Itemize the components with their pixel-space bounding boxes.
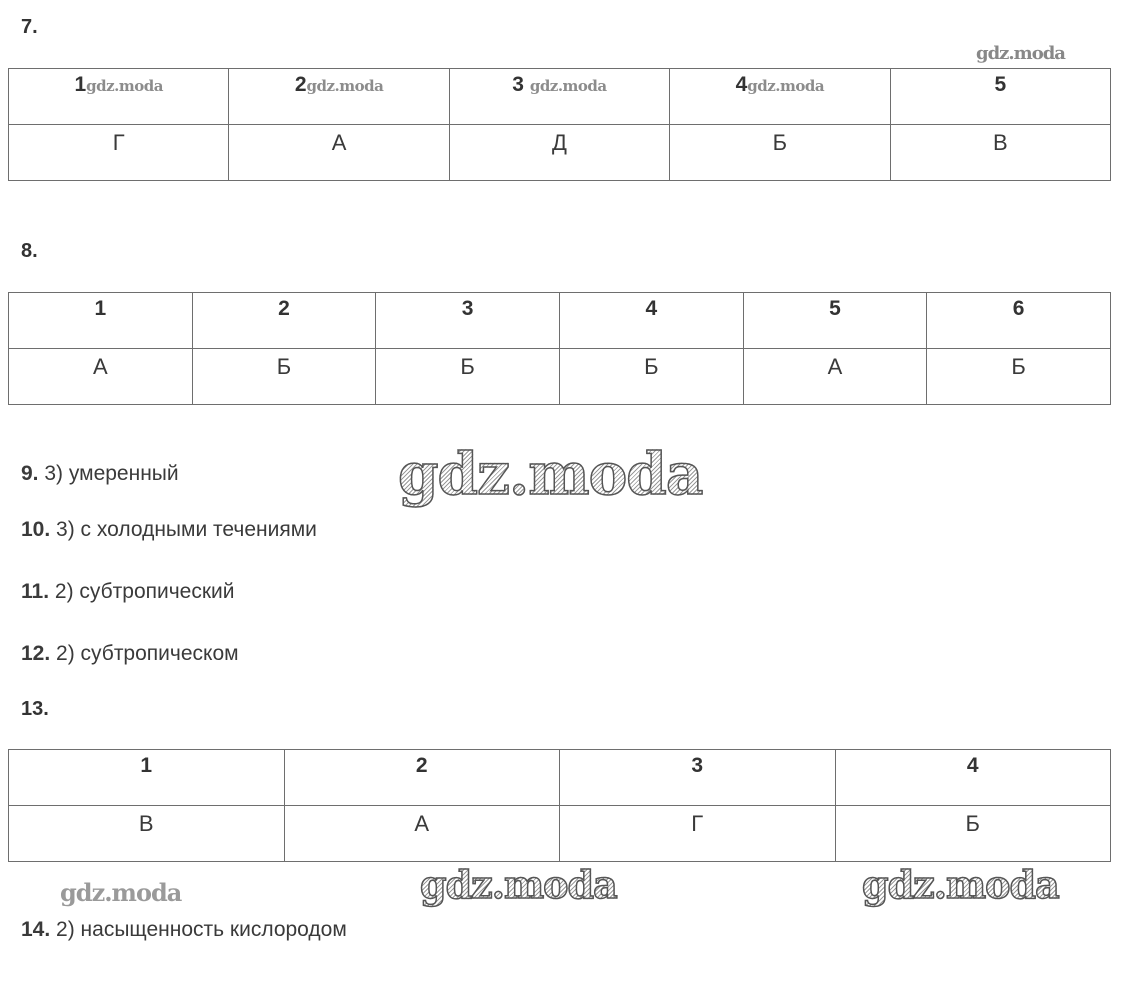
- answer-cell: Г: [9, 125, 229, 181]
- watermark: gdz.moda: [398, 440, 703, 508]
- task-8-number: 8.: [21, 240, 38, 262]
- task-10-answer: 10. 3) с холодными течениями: [21, 518, 317, 541]
- header-cell: 4: [559, 293, 743, 349]
- watermark: gdz.moda: [529, 77, 607, 95]
- watermark: gdz.moda: [86, 77, 163, 95]
- answer-cell: Б: [192, 349, 376, 405]
- task-8-table: [8, 292, 1111, 405]
- header-cell: 2: [284, 750, 560, 806]
- answer-cell: Д: [449, 125, 669, 181]
- header-cell: 3: [560, 750, 836, 806]
- answer-cell: В: [9, 806, 285, 862]
- header-cell: 2: [192, 293, 376, 349]
- watermark: gdz.moda: [60, 878, 182, 907]
- header-cell: 5: [890, 69, 1110, 125]
- task-9-answer: 9. 3) умеренный: [21, 462, 179, 485]
- task-11-answer: 11. 2) субтропический: [21, 580, 235, 603]
- header-cell: 3 gdz.moda: [449, 69, 669, 125]
- task-7-table: [8, 68, 1111, 181]
- answer-cell: Б: [927, 349, 1111, 405]
- answer-cell: Б: [670, 125, 890, 181]
- answer-cell: А: [229, 125, 449, 181]
- watermark: gdz.moda: [420, 862, 617, 907]
- table-header-row: [9, 293, 1111, 349]
- task-12-answer: 12. 2) субтропическом: [21, 642, 239, 665]
- header-cell: 2gdz.moda: [229, 69, 449, 125]
- header-cell: 1: [9, 750, 285, 806]
- answer-cell: А: [743, 349, 927, 405]
- task-7-number: 7.: [21, 16, 38, 38]
- answer-cell: Б: [835, 806, 1111, 862]
- watermark: gdz.moda: [747, 77, 825, 95]
- watermark: gdz.moda: [862, 862, 1059, 907]
- table-header-row: [9, 750, 1111, 806]
- table-answer-row: [9, 349, 1111, 405]
- task-14-answer: 14. 2) насыщенность кислородом: [21, 918, 347, 941]
- header-cell: 3: [376, 293, 560, 349]
- header-cell: 4gdz.moda: [670, 69, 890, 125]
- header-cell: 4: [835, 750, 1111, 806]
- answer-cell: Б: [559, 349, 743, 405]
- watermark: gdz.moda: [306, 77, 384, 95]
- watermark: gdz.moda: [976, 43, 1065, 64]
- answer-cell: А: [9, 349, 193, 405]
- task-13-table: [8, 749, 1111, 862]
- header-cell: 6: [927, 293, 1111, 349]
- table-answer-row: [9, 125, 1111, 181]
- answer-cell: В: [890, 125, 1110, 181]
- answer-cell: Г: [560, 806, 836, 862]
- header-cell: 1: [9, 293, 193, 349]
- task-13-number: 13.: [21, 698, 49, 720]
- table-header-row: [9, 69, 1111, 125]
- answer-cell: Б: [376, 349, 560, 405]
- header-cell: 5: [743, 293, 927, 349]
- answer-cell: А: [284, 806, 560, 862]
- table-answer-row: [9, 806, 1111, 862]
- header-cell: 1gdz.moda: [9, 69, 229, 125]
